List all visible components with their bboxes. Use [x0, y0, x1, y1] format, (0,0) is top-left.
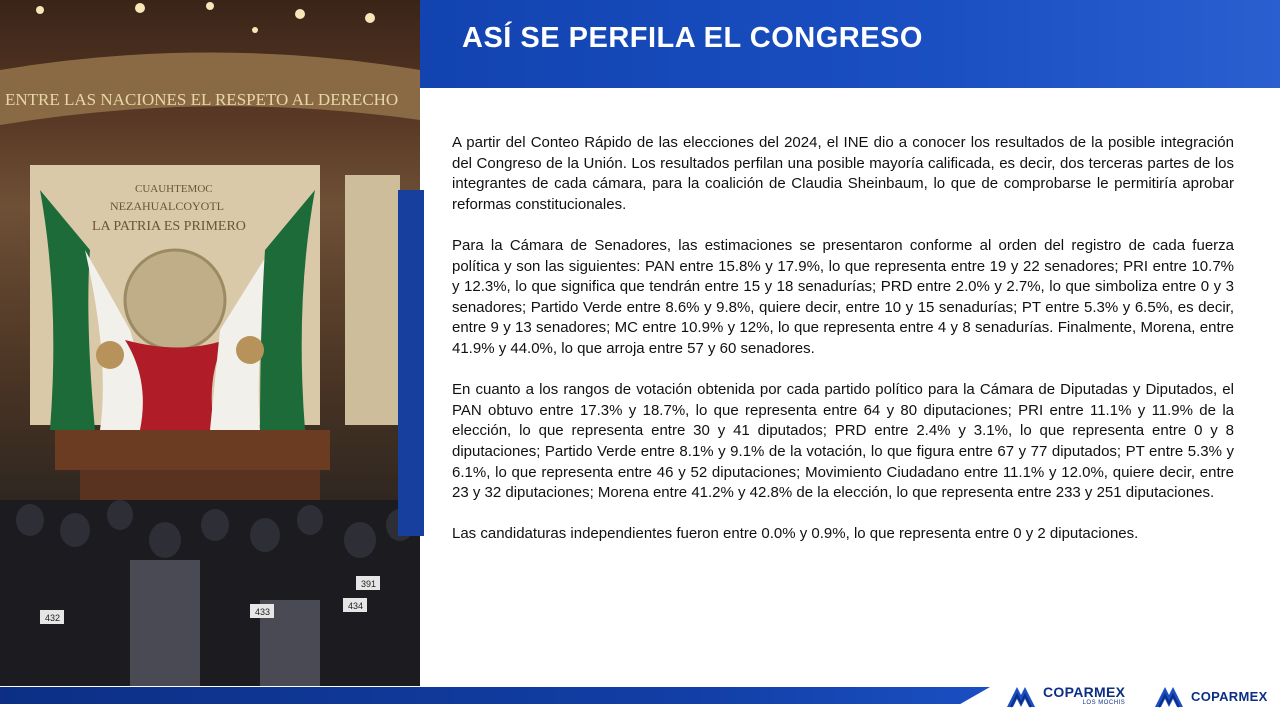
- paragraph-diputados: En cuanto a los rangos de votación obtenida por cada partido político para la Cámara de Diputadas y Diputados, el PAN obtuvo entre 17.3% y 18.7%, lo que representa entre 64 y 80 diputaciones; PRI entre 11.1% y 11.9% de la elección, lo que representa entre 30 y 41 diputados; PRD entre 2.4% y 3.1%, lo que representa entre 0 y 8 diputaciones; Partido Verde entre 8.1% y 9.1% de la votación, lo que figura entre 67 y 77 diputados; PT entre 5.3% y 6.1%, lo que representa entre 46 y 52 diputaciones; Movimiento Ciudadano entre 11.1% y 12.0%, quiere decir, entre 23 y 32 diputaciones; Morena entre 41.2% y 42.8% de la elección, lo que representa entre 233 y 251 diputaciones.: [452, 381, 1234, 502]
- seat-number: 391: [361, 579, 377, 589]
- congress-chamber-illustration: [0, 0, 420, 686]
- blue-accent-bar: [398, 190, 424, 536]
- page-title: ASÍ SE PERFILA EL CONGRESO: [462, 22, 923, 54]
- coparmex-mark-icon: [1153, 683, 1185, 709]
- paragraph-independientes: Las candidaturas independientes fueron entre 0.0% y 0.9%, lo que representa entre 0 y 2 diputaciones.: [452, 525, 1139, 543]
- coparmex-mark-icon: [1005, 683, 1037, 709]
- logo-subtitle: LOS MOCHIS: [1082, 700, 1126, 706]
- title-banner: [420, 0, 1280, 88]
- footer-stripe: [0, 687, 990, 704]
- body-text: [452, 133, 1234, 565]
- coat-of-arms-icon: [125, 250, 225, 350]
- coparmex-los-mochis-logo: [1005, 681, 1125, 711]
- coparmex-logo: [1153, 681, 1268, 711]
- inscription-cuauhtemoc: CUAUHTEMOC: [135, 183, 213, 195]
- inscription-la-patria: LA PATRIA ES PRIMERO: [92, 219, 246, 234]
- seat-number: 432: [45, 613, 61, 623]
- inscription-nezahualcoyotl: NEZAHUALCOYOTL: [110, 199, 224, 213]
- paragraph-senadores: Para la Cámara de Senadores, las estimaciones se presentaron conforme al orden del registro de cada fuerza política y son las siguientes: PAN entre 15.8% y 17.9%, lo que representa entre 19 y 22 senadores; PRI entre 10.7% y 12.3%, lo que significa que tendrán entre 15 y 18 senadurías; PRD entre 2.0% y 2.7%, lo que simboliza entre 0 y 3 senadores; Partido Verde entre 8.6% y 9.8%, quiere decir, entre 10 y 15 senadurías; PT entre 5.3% y 6.5%, es decir, entre 9 y 13 senadores; MC entre 10.9% y 12%, lo que representa entre 4 y 8 senadurías. Finalmente, Morena, entre 41.9% y 44.0%, lo que arroja entre 57 y 60 senadores.: [452, 236, 1234, 357]
- logo-name: COPARMEX: [1191, 688, 1268, 704]
- paragraph-intro: A partir del Conteo Rápido de las elecciones del 2024, el INE dio a conocer los resultados de la posible integración del Congreso de la Unión. Los resultados perfilan una posible mayoría calificada, es decir, dos terceras partes de los integrantes de cada cámara, para la coalición de Claudia Sheinbaum, lo que de comprobarse le permitiría aprobar reformas constitucionales.: [452, 134, 1234, 213]
- seat-number: 434: [348, 601, 364, 611]
- seat-number: 433: [255, 607, 271, 617]
- logo-name: COPARMEX: [1043, 684, 1126, 700]
- congress-photo: [0, 0, 420, 686]
- frieze-inscription: ENTRE LAS NACIONES EL RESPETO AL DERECHO: [5, 90, 399, 109]
